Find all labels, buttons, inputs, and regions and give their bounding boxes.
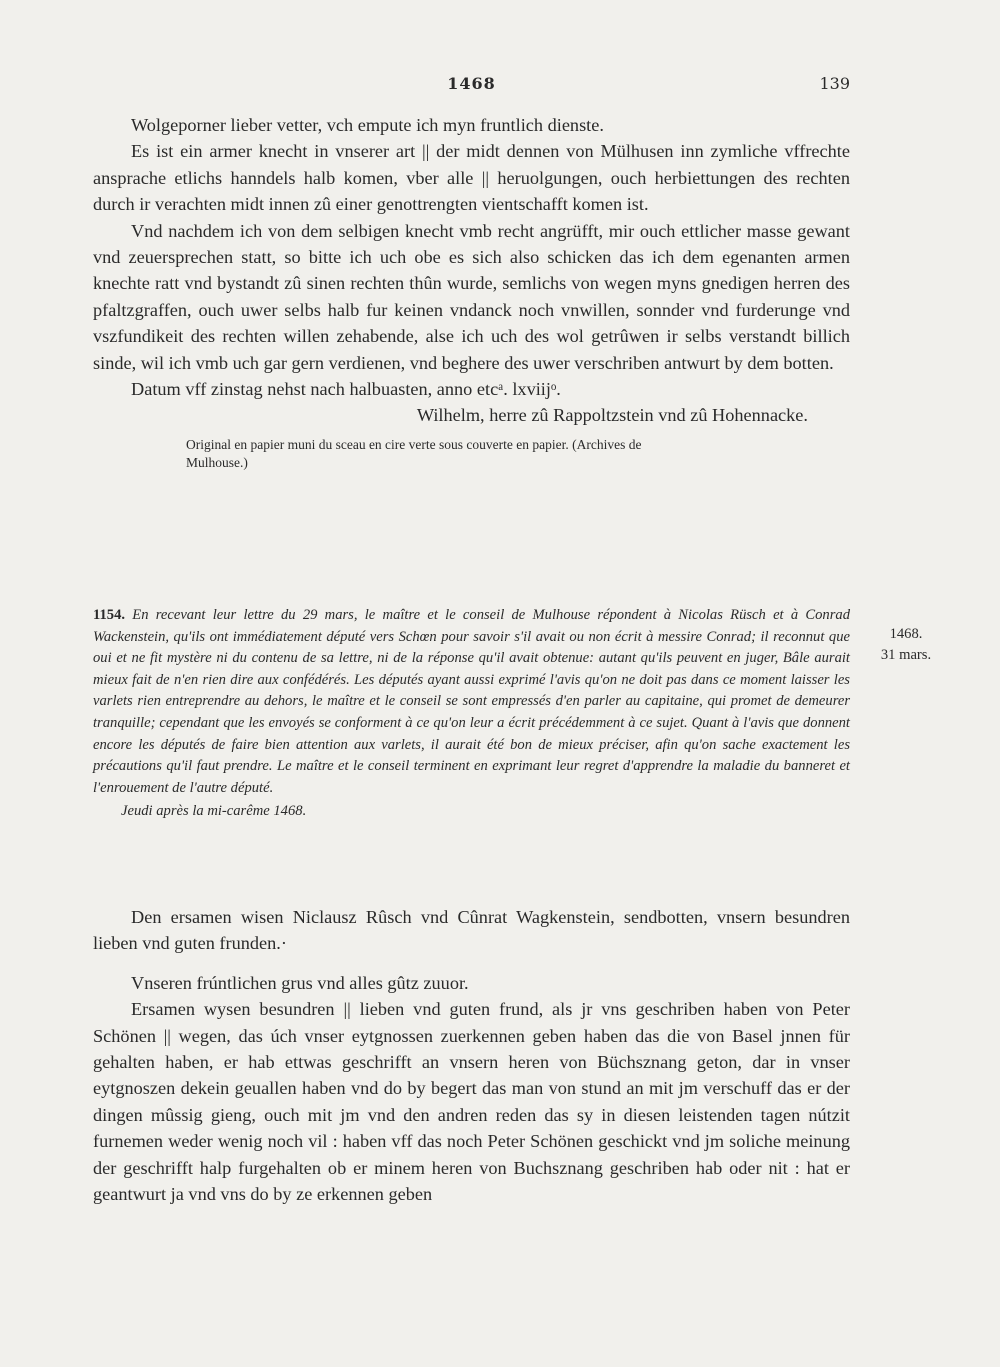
letter-2-address: Den ersamen wisen Niclausz Rûsch vnd Cûnrat Wagkenstein, sendbotten, vnsern besundren lieben vnd guten frunden.· (93, 907, 850, 954)
running-header (93, 74, 850, 98)
summary-body: En recevant leur lettre du 29 mars, le maître et le conseil de Mulhouse répondent à Nicolas Rüsch et à Conrad Wackenstein, qu'ils ont immédiatement député vers Schœn pour savoir s'il avait ou non écrit à messire Conrad; il reconnut que oui et ne fit mystère ni du contenu de sa lettre, ni de la réponse qu'il avait obtenue: autant qu'ils peuvent en juger, Bâle aurait mieux fait de n'en rien dire aux confédérés. Les députés ayant aussi exprimé l'avis qu'on ne doit pas dans ce moment laisser les varlets rien entreprendre au dehors, le maître et le conseil se sont empressés d'en parler au capitaine, qui promet de demeurer tranquille; cependant que les envoyés se conforment à ce qu'on leur a écrit précédemment à ce sujet. Quant à l'avis que donnent encore les députés de faire bien attention aux varlets, il aurait été bon de mieux préciser, afin qu'on sache exactement les précautions qu'il faut prendre. Le maître et le conseil terminent en exprimant leur regret d'apprendre la maladie du banneret et l'enrouement de l'autre député. (93, 607, 851, 796)
margin-year: 1468. (889, 626, 923, 642)
margin-date (866, 624, 946, 666)
document-number: 1154. (93, 607, 126, 623)
letter-1-salutation: Wolgeporner lieber vetter, vch empute ich myn fruntlich dienste. (131, 115, 604, 135)
letter-1-signature: Wilhelm, herre zû Rappoltzstein vnd zû Hohennacke. (416, 405, 808, 426)
header-year: 1468 (447, 74, 496, 93)
letter-2-paragraph-1: Ersamen wysen besundren || lieben vnd guten frund, als jr vns geschriben haben von Peter Schönen || wegen, das úch vnser eytgnossen zuerkennen geben haben das die von Basel jnnen für gehalten haben, er hab ettwas geschrifft an vnsern heren von Büchsznang geton, dar in vnser eytgnoszen dekein geuallen haben vnd do by begert das man von stund an mit jm verschuff das er der dingen mûssig gieng, ouch mit jm vnd den andren reden das sy in diesen leistenden tagen nútzit furnemen weder wenig noch vil : haben vff das noch Peter Schönen geschickt vnd jm soliche meinung der geschrifft halp furgehalten ob er minem heren von Buchsznang geschriben hab oder nit : hat er geantwurt ja vnd vns do by ze erkennen geben (93, 999, 850, 1205)
letter-1-paragraph-2: Vnd nachdem ich von dem selbigen knecht vmb recht angrüfft, mir ouch ettlicher masse gewant vnd zeuersprechen statt, so bitte ich uch obe es sich also schicken das ich dem egenanten armen knechte ratt vnd bystandt zû sinen rechten thûn wurde, semlichs von wegen myns gnedigen herren des pfaltzgraffen, ouch uwer selbs halb fur keinen vndanck noch vnwillen, sonnder vnd furderunge vnd vszfundikeit des rechten willen zehabende, alse ich uch des wol getrûwen ir selbs verstandt billich sinde, wil ich vmb uch gar gern verdienen, vnd beghere des uwer verschriben antwurt by dem botten. (93, 220, 850, 373)
source-note (93, 436, 850, 472)
page-number: 139 (819, 74, 850, 93)
summary-text (93, 605, 850, 799)
source-note-line-1: Original en papier muni du sceau en cire verte sous couverte en papier. (Archives de (186, 436, 642, 452)
source-note-line-2: Mulhouse.) (186, 454, 248, 470)
letter-1-paragraph-1: Es ist ein armer knecht in vnserer art || der midt dennen von Mülhusen inn zymliche vffrechte ansprache etlichs hanndels halb komen, vber alle || heruolgungen, ouch herbiettungen des rechten durch ir verachten midt innen zû einer genottrengten vientschafft komen ist. (93, 141, 850, 215)
letter-2-greeting: Vnseren frúntlichen grus vnd alles gûtz zuuor. (131, 972, 469, 993)
document-summary (93, 605, 850, 823)
margin-day: 31 mars. (880, 647, 932, 663)
letter-1 (93, 112, 850, 472)
letter-2 (93, 904, 850, 1207)
letter-1-dating: Datum vff zinstag nehst nach halbuasten, anno etcᵃ. lxviijᵒ. (131, 379, 561, 400)
summary-date: Jeudi après la mi-carême 1468. (121, 803, 307, 820)
